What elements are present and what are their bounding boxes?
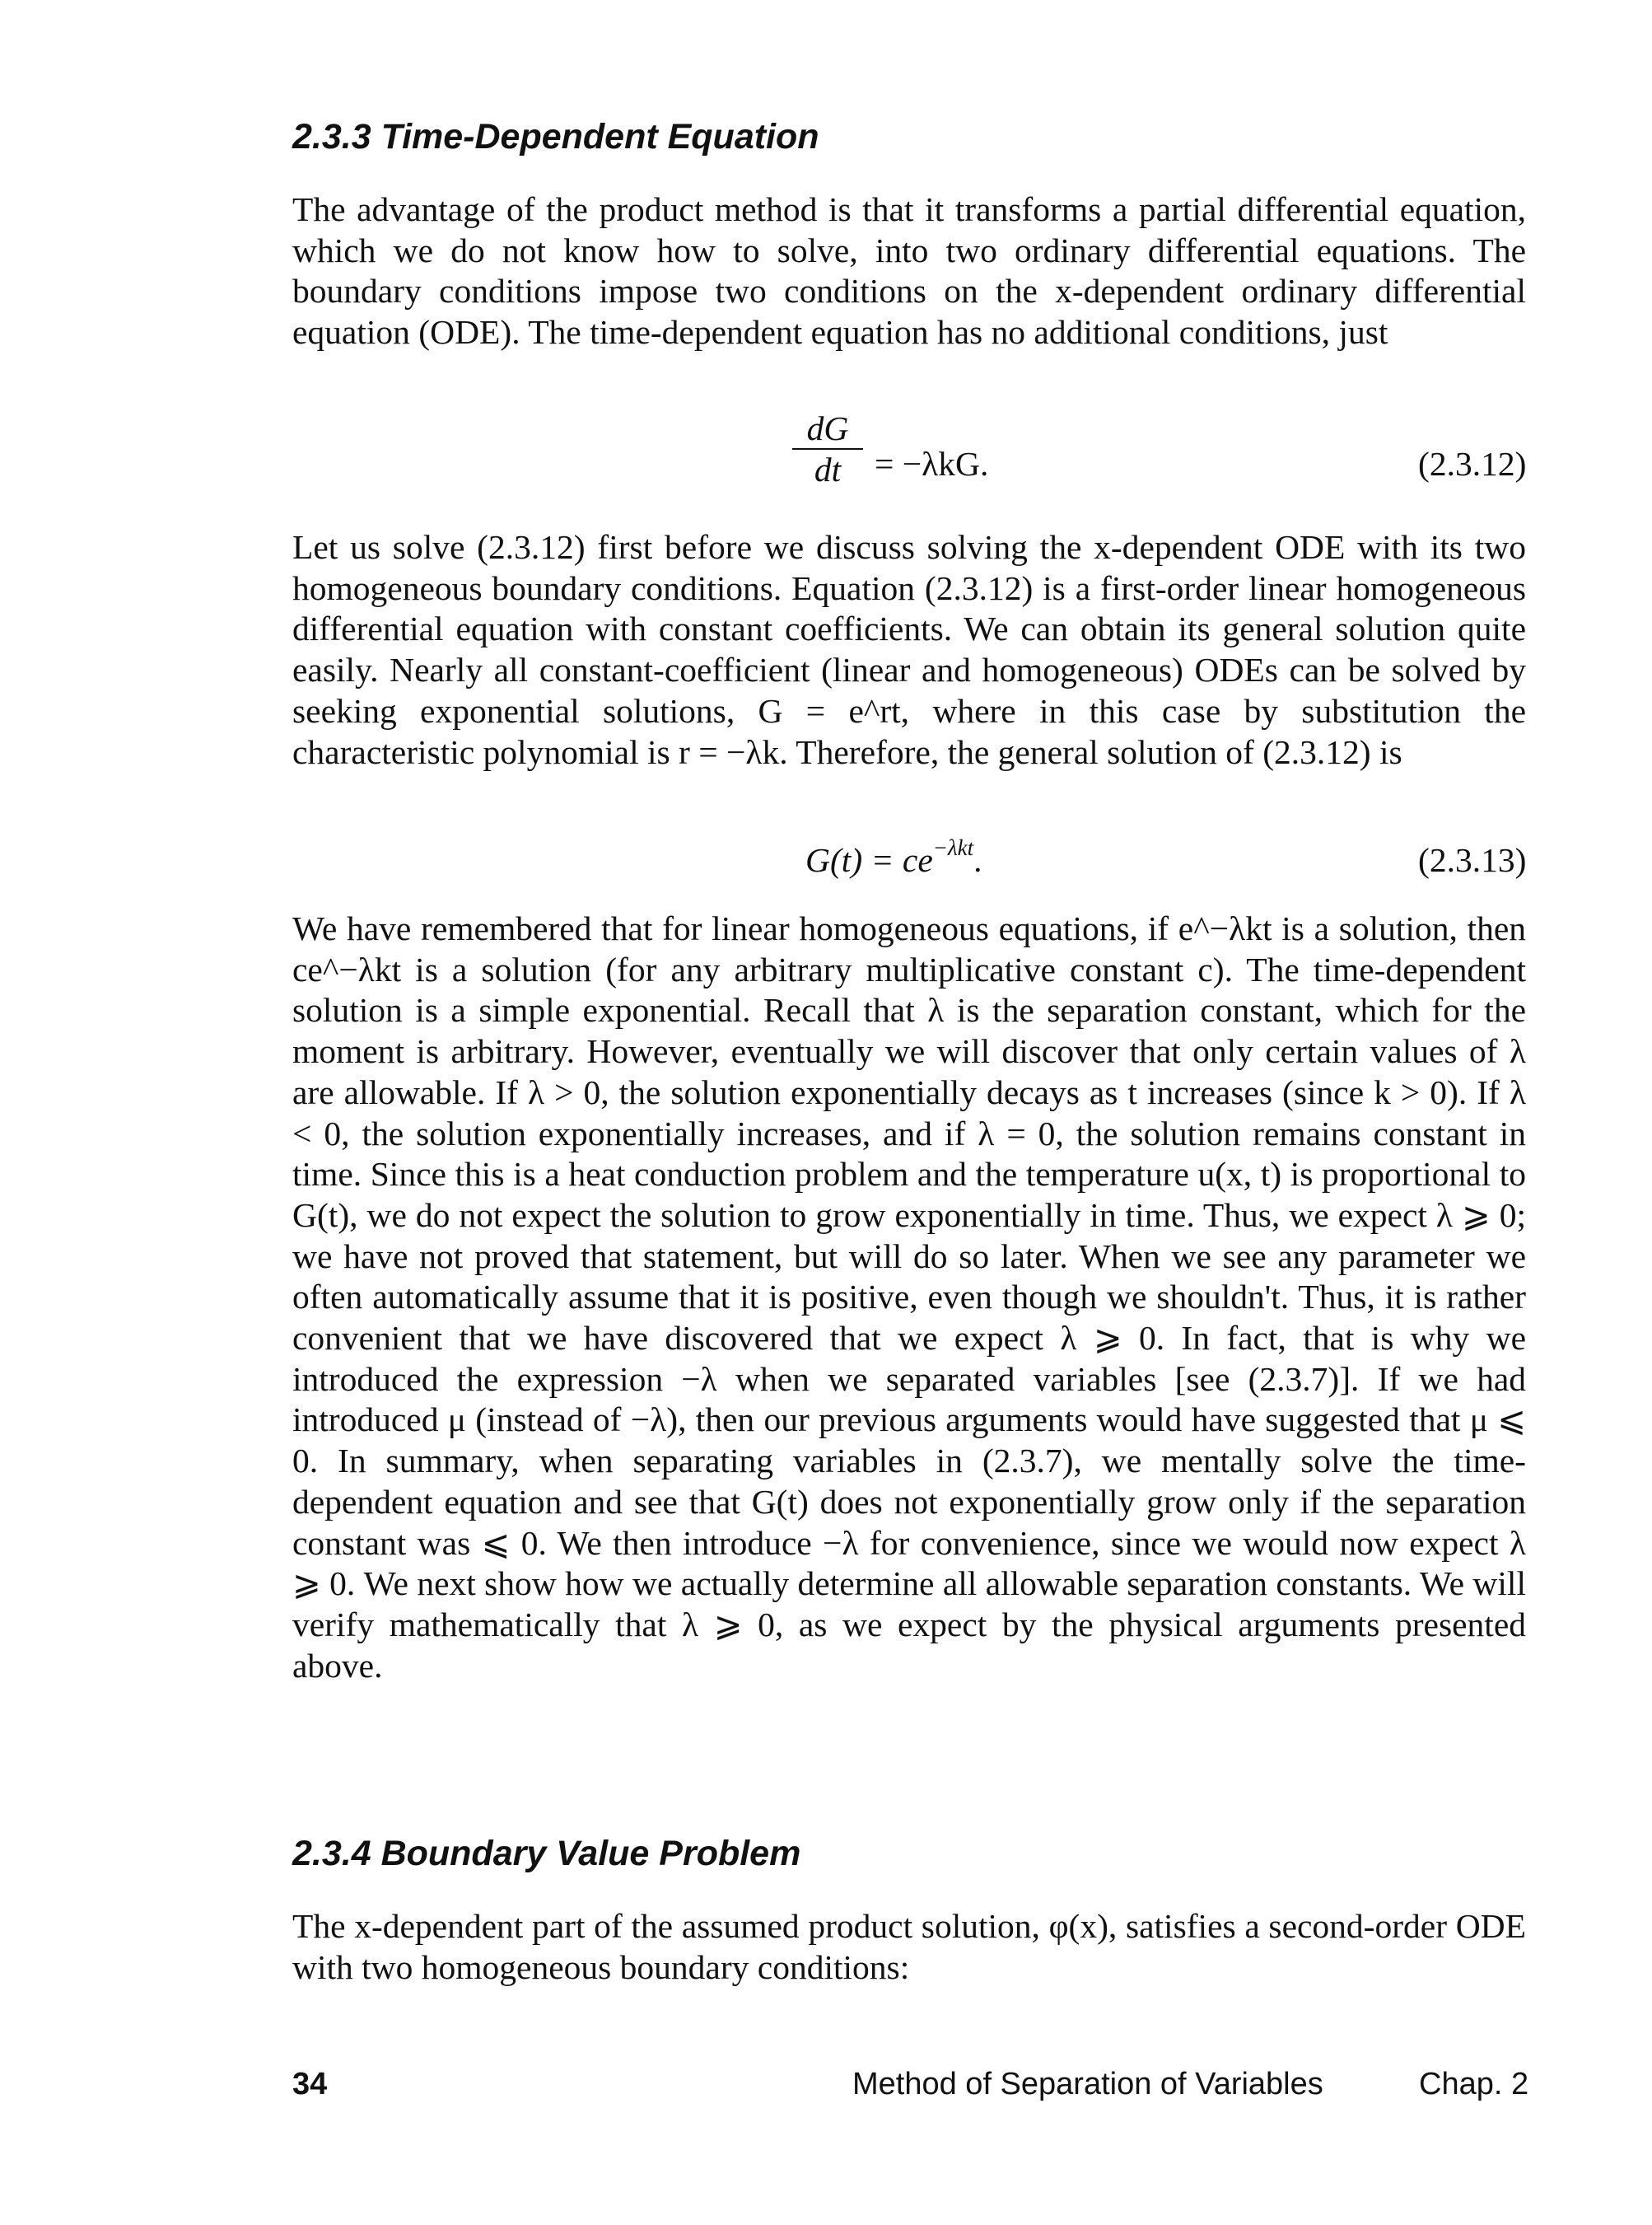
page-number: 34 <box>292 2067 328 2101</box>
chapter-label: Chap. 2 <box>1419 2067 1529 2101</box>
equation-2-3-13: $G(t) = ce^{-\lambda kt}$. <box>805 834 982 879</box>
section-heading-2-3-3: 2.3.3 Time-Dependent Equation <box>292 117 819 157</box>
equation-2-3-12-fraction <box>791 409 865 489</box>
paragraph-boundary-value: The x-dependent part of the assumed product solution, φ(x), satisfies a second-order ODE with two homogeneous boundary conditions: <box>292 1907 1526 1986</box>
paragraph-discussion: We have remembered that for linear homogeneous equations, if e^−λkt is a solution, then ce^−λkt is a solution (for any arbitrary multiplicative constant c). The time-dependent solution is a simple exponential. Recall that λ is the separation constant, which for the moment is arbitrary. However, eventually we will discover that only certain values of λ are allowable. If λ > 0, the solution exponentially decays as t increases (since k > 0). If λ < 0, the solution exponentially increases, and if λ = 0, the solution remains constant in time. Since this is a heat conduction problem and the temperature u(x, t) is proportional to G(t), we do not expect the solution to grow exponentially in time. Thus, we expect λ ⩾ 0; we have not proved that statement, but will do so later. When we see any parameter we often automatically assume that it is positive, even though we shouldn't. Thus, it is rather convenient that we have discovered that we expect λ ⩾ 0. In fact, that is why we introduced the expression −λ when we separated variables [see (2.3.7)]. If we had introduced μ (instead of −λ), then our previous arguments would have suggested that μ ⩽ 0. In summary, when separating variables in (2.3.7), we mentally solve the time-dependent equation and see that G(t) does not exponentially grow only if the separation constant was ⩽ 0. We then introduce −λ for convenience, since we would now expect λ ⩾ 0. We next show how we actually determine all allowable separation constants. We will verify mathematically that λ ⩾ 0, as we expect by the physical arguments presented above. <box>292 909 1526 1685</box>
equation-2-3-12-rhs: = −λkG. <box>875 445 989 483</box>
equation-2-3-13-label: (2.3.13) <box>1418 841 1527 879</box>
chapter-title: Method of Separation of Variables <box>852 2067 1323 2101</box>
equation-2-3-13-lhs: G(t) = ce <box>805 841 933 879</box>
equation-2-3-12-label: (2.3.12) <box>1418 445 1527 483</box>
paragraph-solve: Let us solve (2.3.12) first before we discuss solving the x-dependent ODE with its two homogeneous boundary conditions. Equation (2.3.12) is a first-order linear homogeneous differential equation with constant coefficients. We can obtain its general solution quite easily. Nearly all constant-coefficient (linear and homogeneous) ODEs can be solved by seeking exponential solutions, G = e^rt, where in this case by substitution the characteristic polynomial is r = −λk. Therefore, the general solution of (2.3.12) is <box>292 528 1526 771</box>
section-heading-2-3-4: 2.3.4 Boundary Value Problem <box>292 1834 801 1873</box>
paragraph-intro: The advantage of the product method is that it transforms a partial differential equation, which we do not know how to solve, into two ordinary differential equations. The boundary conditions impose two conditions on the x-dependent ordinary differential equation (ODE). The time-dependent equation has no additional conditions, just <box>292 190 1526 352</box>
fraction-numerator: dG <box>806 409 849 447</box>
fraction-denominator: dt <box>814 451 842 488</box>
equation-2-3-13-exponent: −λkt <box>932 834 974 860</box>
